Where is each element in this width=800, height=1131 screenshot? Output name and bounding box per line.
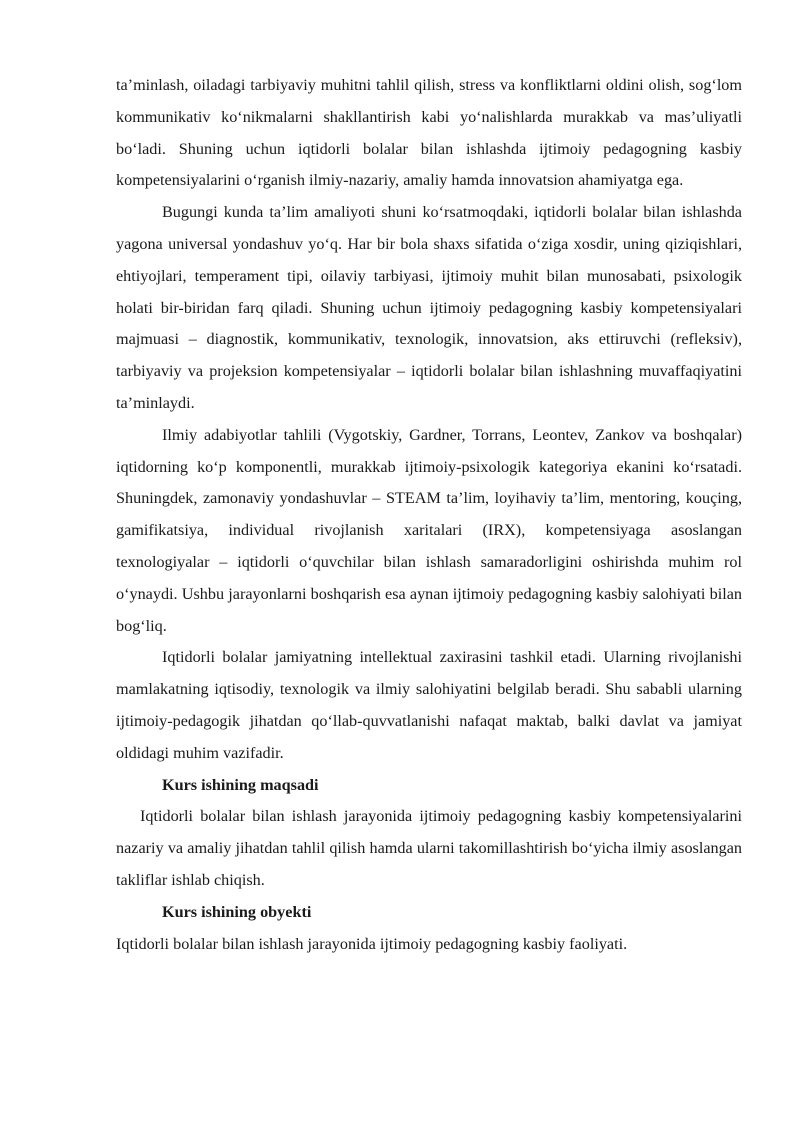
paragraph-modern-practice: Bugungi kunda ta’lim amaliyoti shuni ko‘rsatmoqdaki, iqtidorli bolalar bilan ishlashda yagona universal yondashuv yo‘q. Har bir bola shaxs sifatida o‘ziga xosdir, uning qiziqishlari, ehtiyojlari, temperament tipi, oilaviy tarbiyasi, ijtimoiy muhit bilan munosabati, psixologik holati bir-biridan farq qiladi. Shuning uchun ijtimoiy pedagogning kasbiy kompetensiyalari majmuasi – diagnostik, kommunikativ, texnologik, innovatsion, aks ettiruvchi (refleksiv), tarbiyaviy va projeksion kompetensiyalar – iqtidorli bolalar bilan ishlashning muvaffaqiyatini ta’minlaydi. [116, 203, 742, 412]
paragraph-literature-analysis: Ilmiy adabiyotlar tahlili (Vygotskiy, Gardner, Torrans, Leontev, Zankov va boshqalar) iqtidorning ko‘p komponentli, murakkab ijtimoiy-psixologik kategoriya ekanini ko‘rsatadi. Shuningdek, zamonaviy yondashuvlar – STEAM ta’lim, loyihaviy ta’lim, mentoring, kouçing, gamifikatsiya, individual rivojlanish xaritalari (IRX), kompetensiyaga asoslangan texnologiyalar – iqtidorli o‘quvchilar bilan ishlash samaradorligini oshirishda muhim rol o‘ynaydi. Ushbu jarayonlarni boshqarish esa aynan ijtimoiy pedagogning kasbiy salohiyati bilan bog‘liq. [116, 425, 742, 635]
object-text: Iqtidorli bolalar bilan ishlash jarayonida ijtimoiy pedagogning kasbiy faoliyati. [116, 934, 628, 953]
paragraph-continuation: ta’minlash, oiladagi tarbiyaviy muhitni tahlil qilish, stress va konfliktlarni oldini olish, sog‘lom kommunikativ ko‘nikmalarni shakllantirish kabi yo‘nalishlarda murakkab va mas’uliyatli bo‘ladi. Shuning uchun iqtidorli bolalar bilan ishlashda ijtimoiy pedagogning kasbiy kompetensiyalarini o‘rganish ilmiy-nazariy, amaliy hamda innovatsion ahamiyatga ega. [116, 76, 742, 190]
goal-text: Iqtidorli bolalar bilan ishlash jarayonida ijtimoiy pedagogning kasbiy kompetensiyalarini nazariy va amaliy jihatdan tahlil qilish hamda ularni takomillashtirish bo‘yicha ilmiy asoslangan takliflar ishlab chiqish. [116, 807, 742, 889]
goal-heading: Kurs ishining maqsadi [162, 775, 319, 794]
paragraph-gifted-children: Iqtidorli bolalar jamiyatning intellektual zaxirasini tashkil etadi. Ularning rivojlanishi mamlakatning iqtisodiy, texnologik va ilmiy salohiyatini belgilab beradi. Shu sababli ularning ijtimoiy-pedagogik jihatdan qo‘llab-quvvatlanishi nafaqat maktab, balki davlat va jamiyat oldidagi muhim vazifadir. [116, 648, 742, 762]
object-heading: Kurs ishining obyekti [162, 902, 312, 921]
document-page [116, 70, 742, 960]
